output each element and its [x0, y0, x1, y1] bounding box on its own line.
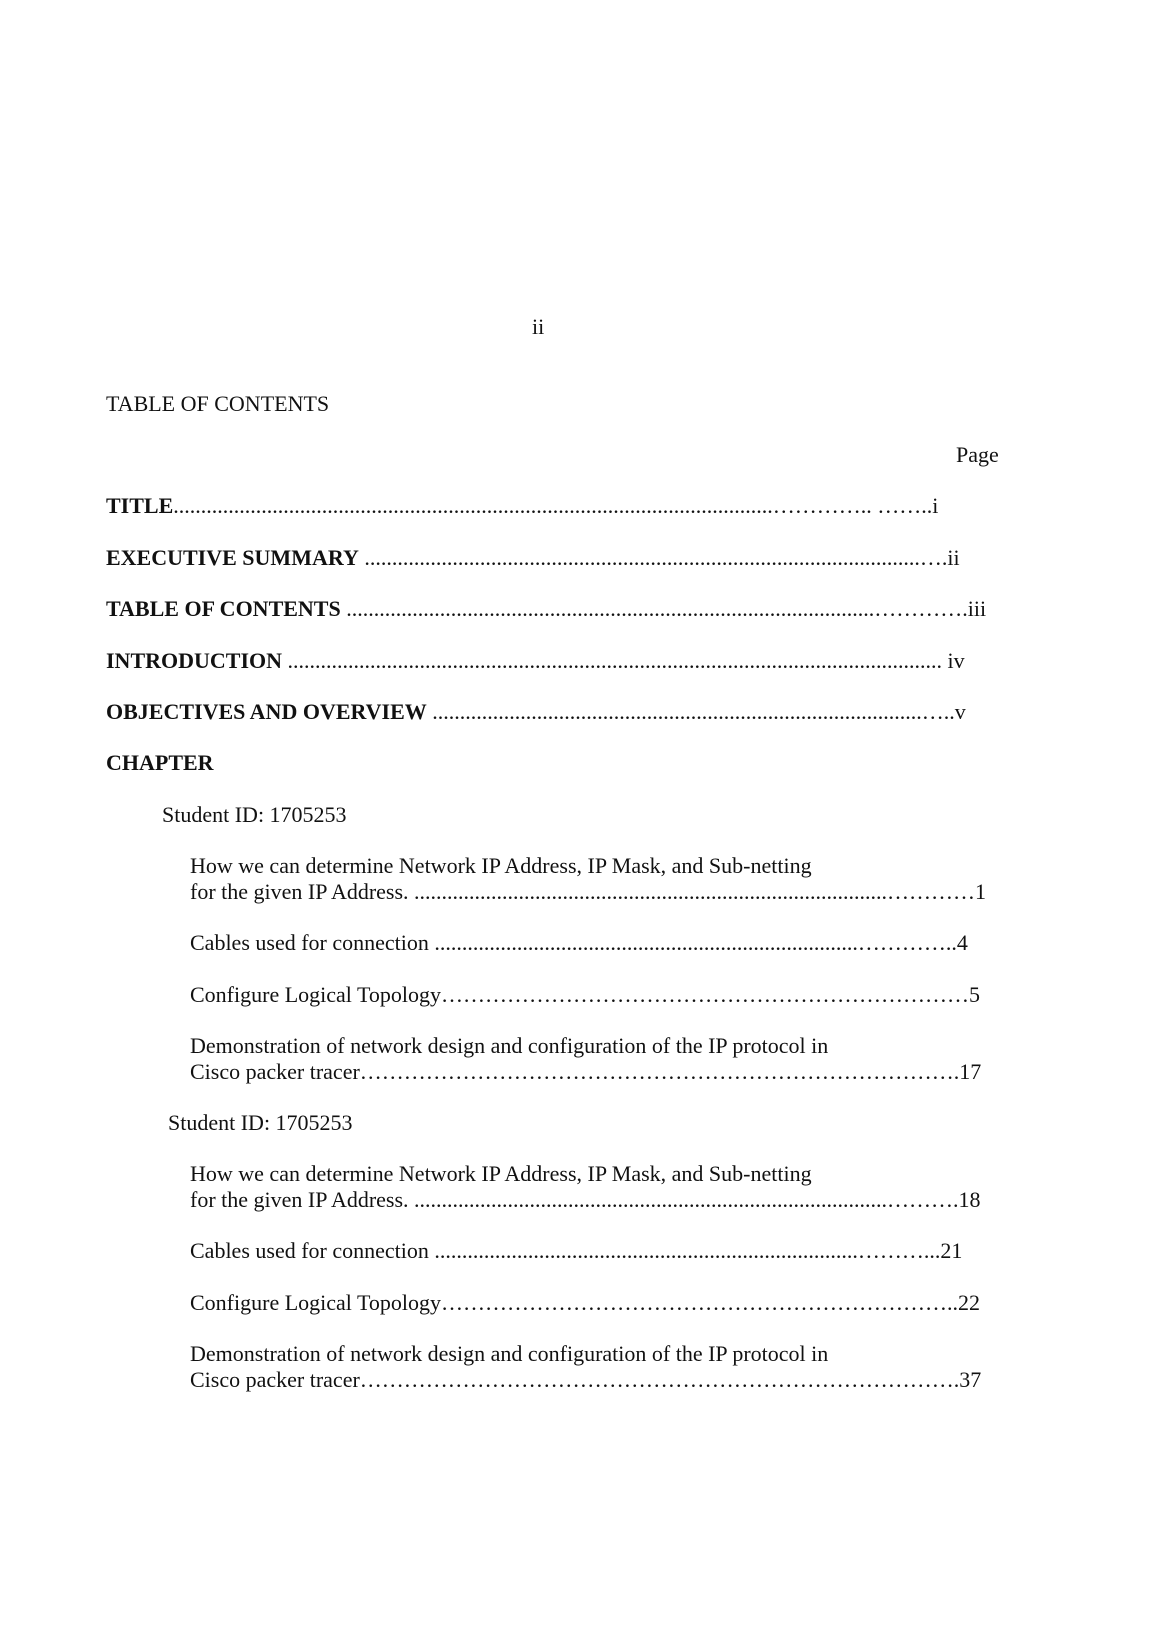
entry-leader: .............................................................................................................………….. …….. — [173, 493, 933, 518]
item-line1: How we can determine Network IP Address, IP Mask, and Sub-netting — [190, 1161, 812, 1186]
toc-item-ip-subnetting[interactable] — [190, 1163, 981, 1211]
item-page: 1 — [975, 879, 987, 904]
entry-title: TABLE OF CONTENTS — [106, 596, 341, 621]
page-column-label: Page — [956, 442, 999, 467]
toc-entry-executive-summary[interactable] — [106, 547, 960, 569]
item-page: 4 — [956, 930, 968, 955]
entry-leader: .........................................................................................….. — [426, 699, 955, 724]
entry-title: INTRODUCTION — [106, 648, 283, 673]
item-line1: Demonstration of network design and configuration of the IP protocol in — [190, 1341, 829, 1366]
toc-item-demonstration[interactable] — [190, 1035, 981, 1083]
toc-entry-objectives[interactable] — [106, 701, 966, 723]
item-line1: How we can determine Network IP Address, IP Mask, and Sub-netting — [190, 853, 812, 878]
toc-heading: TABLE OF CONTENTS — [106, 391, 330, 416]
item-line2: Cisco packer tracer………………………………………………………………………. — [190, 1367, 960, 1392]
entry-leader: ....................................................................................................................... — [282, 648, 948, 673]
item-line2: for the given IP Address. ......................................................................................………. — [190, 1187, 959, 1212]
entry-page: iii — [967, 596, 987, 621]
toc-item-cables[interactable] — [190, 1240, 962, 1262]
entry-leader: ................................................................................................…………. — [340, 596, 968, 621]
item-line1: Configure Logical Topology……………………………………………………………… — [190, 982, 970, 1007]
entry-page: ii — [947, 545, 960, 570]
toc-item-logical-topology[interactable] — [190, 1292, 980, 1314]
student-label: Student ID: 1705253 — [162, 802, 347, 827]
entry-leader: .....................................................................................................…. — [358, 545, 948, 570]
item-line1: Demonstration of network design and configuration of the IP protocol in — [190, 1033, 829, 1058]
toc-item-ip-subnetting[interactable] — [190, 855, 986, 903]
toc-item-cables[interactable] — [190, 932, 968, 954]
item-line2: Cisco packer tracer………………………………………………………………………. — [190, 1059, 960, 1084]
entry-page: v — [954, 699, 966, 724]
item-page: 5 — [969, 982, 981, 1007]
item-page: 18 — [958, 1187, 981, 1212]
item-page: 37 — [959, 1367, 982, 1392]
item-page: 21 — [940, 1238, 963, 1263]
item-line1: Cables used for connection .............................................................................………….. — [190, 930, 957, 955]
toc-item-logical-topology[interactable] — [190, 984, 980, 1006]
item-line1: Configure Logical Topology…………………………………………………………….. — [190, 1290, 959, 1315]
item-page: 22 — [958, 1290, 981, 1315]
entry-page: iv — [947, 648, 965, 673]
toc-entry-introduction[interactable] — [106, 650, 965, 672]
page-number: ii — [532, 314, 545, 339]
item-line1: Cables used for connection .............................................................................………... — [190, 1238, 941, 1263]
toc-entry-table-of-contents[interactable] — [106, 598, 986, 620]
entry-title: TITLE — [106, 493, 174, 518]
toc-entry-title[interactable] — [106, 495, 938, 517]
chapter-label: CHAPTER — [106, 750, 214, 775]
toc-item-demonstration[interactable] — [190, 1343, 981, 1391]
student-label: Student ID: 1705253 — [168, 1110, 353, 1135]
item-page: 17 — [959, 1059, 982, 1084]
entry-title: OBJECTIVES AND OVERVIEW — [106, 699, 427, 724]
entry-title: EXECUTIVE SUMMARY — [106, 545, 359, 570]
item-line2: for the given IP Address. ......................................................................................………… — [190, 879, 976, 904]
entry-page: i — [932, 493, 939, 518]
